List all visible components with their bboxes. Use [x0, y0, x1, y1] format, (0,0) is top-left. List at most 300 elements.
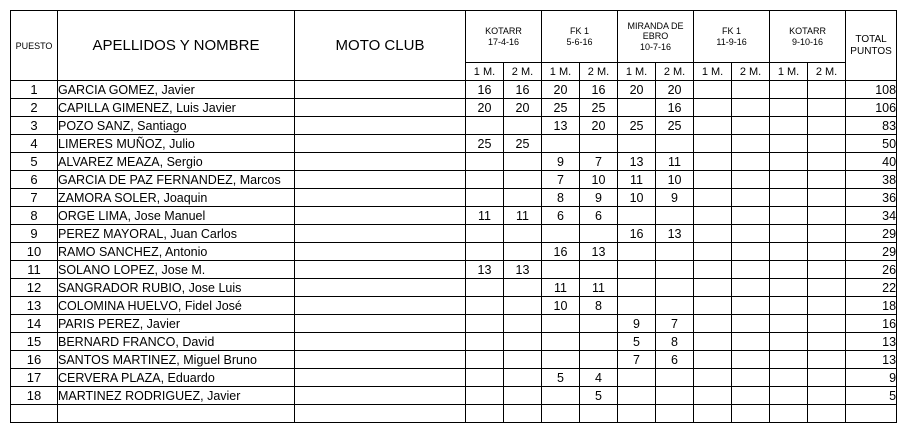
header-race-2: 2 M. [504, 63, 542, 81]
score-cell [770, 279, 808, 297]
score-cell [808, 333, 846, 351]
position-cell: 6 [11, 171, 58, 189]
score-cell [770, 117, 808, 135]
total-label-line1: TOTAL [855, 33, 887, 45]
score-cell [770, 261, 808, 279]
event-name: KOTARR [789, 26, 826, 36]
position-cell: 18 [11, 387, 58, 405]
score-cell: 20 [542, 81, 580, 99]
score-cell [732, 333, 770, 351]
total-points-cell: 16 [846, 315, 897, 333]
score-cell [504, 117, 542, 135]
moto-club-cell [295, 99, 466, 117]
score-cell: 13 [542, 117, 580, 135]
score-cell [466, 243, 504, 261]
score-cell [618, 279, 656, 297]
score-cell: 20 [656, 81, 694, 99]
score-cell [656, 297, 694, 315]
moto-club-cell [295, 333, 466, 351]
score-cell [466, 315, 504, 333]
score-cell [770, 171, 808, 189]
position-cell: 13 [11, 297, 58, 315]
rider-name-cell: COLOMINA HUELVO, Fidel José [58, 297, 295, 315]
rider-name-cell: SOLANO LOPEZ, Jose M. [58, 261, 295, 279]
score-cell [770, 189, 808, 207]
event-date: 17-4-16 [487, 36, 520, 47]
position-cell: 14 [11, 315, 58, 333]
score-cell [808, 171, 846, 189]
rider-name-cell: MARTINEZ RODRIGUEZ, Javier [58, 387, 295, 405]
score-cell: 16 [580, 81, 618, 99]
event-name: KOTARR [485, 26, 522, 36]
moto-club-cell [295, 369, 466, 387]
header-event-1 [466, 11, 542, 63]
score-cell [808, 387, 846, 405]
table-row [11, 153, 897, 171]
total-points-cell: 36 [846, 189, 897, 207]
position-cell: 15 [11, 333, 58, 351]
total-points-cell: 13 [846, 333, 897, 351]
score-cell: 16 [618, 225, 656, 243]
total-points-cell: 22 [846, 279, 897, 297]
score-cell [466, 279, 504, 297]
score-cell [504, 315, 542, 333]
event-name: MIRANDA DE EBRO [627, 20, 684, 42]
score-cell: 25 [656, 117, 694, 135]
score-cell [618, 261, 656, 279]
standings-table [10, 10, 897, 423]
position-cell: 7 [11, 189, 58, 207]
score-cell: 10 [656, 171, 694, 189]
score-cell [808, 243, 846, 261]
score-cell: 20 [504, 99, 542, 117]
score-cell [694, 153, 732, 171]
score-cell [580, 333, 618, 351]
position-cell: 12 [11, 279, 58, 297]
header-apellidos-nombre: APELLIDOS Y NOMBRE [58, 11, 295, 81]
score-cell [694, 189, 732, 207]
score-cell [770, 153, 808, 171]
score-cell [770, 207, 808, 225]
score-cell [732, 81, 770, 99]
score-cell [580, 135, 618, 153]
header-event-3 [618, 11, 694, 63]
score-cell: 8 [656, 333, 694, 351]
score-cell [732, 99, 770, 117]
score-cell [694, 279, 732, 297]
position-cell: 5 [11, 153, 58, 171]
score-cell [466, 153, 504, 171]
score-cell [542, 351, 580, 369]
score-cell [770, 135, 808, 153]
score-cell [808, 405, 846, 423]
score-cell [694, 387, 732, 405]
score-cell: 10 [542, 297, 580, 315]
score-cell [694, 99, 732, 117]
score-cell [694, 315, 732, 333]
score-cell [656, 369, 694, 387]
rider-name-cell: ORGE LIMA, Jose Manuel [58, 207, 295, 225]
score-cell [770, 315, 808, 333]
score-cell [732, 207, 770, 225]
score-cell [580, 315, 618, 333]
score-cell [770, 333, 808, 351]
rider-name-cell: GARCIA GOMEZ, Javier [58, 81, 295, 99]
score-cell: 9 [656, 189, 694, 207]
header-puesto: PUESTO [11, 11, 58, 81]
score-cell: 20 [466, 99, 504, 117]
score-cell: 11 [656, 153, 694, 171]
moto-club-cell [295, 135, 466, 153]
score-cell [542, 333, 580, 351]
score-cell [808, 351, 846, 369]
score-cell [694, 351, 732, 369]
score-cell [542, 135, 580, 153]
position-cell: 11 [11, 261, 58, 279]
score-cell [618, 243, 656, 261]
rider-name-cell [58, 405, 295, 423]
rider-name-cell: ZAMORA SOLER, Joaquin [58, 189, 295, 207]
position-cell: 17 [11, 369, 58, 387]
total-points-cell: 29 [846, 243, 897, 261]
score-cell [466, 387, 504, 405]
score-cell [504, 153, 542, 171]
score-cell: 10 [618, 189, 656, 207]
score-cell: 7 [542, 171, 580, 189]
rider-name-cell: LIMERES MUÑOZ, Julio [58, 135, 295, 153]
score-cell [466, 333, 504, 351]
header-total-puntos [846, 11, 897, 81]
moto-club-cell [295, 225, 466, 243]
score-cell [580, 405, 618, 423]
score-cell [770, 99, 808, 117]
score-cell: 16 [542, 243, 580, 261]
score-cell: 11 [618, 171, 656, 189]
score-cell [732, 117, 770, 135]
score-cell [694, 225, 732, 243]
position-cell: 2 [11, 99, 58, 117]
score-cell [808, 99, 846, 117]
total-points-cell: 29 [846, 225, 897, 243]
moto-club-cell [295, 315, 466, 333]
score-cell [732, 315, 770, 333]
score-cell: 9 [618, 315, 656, 333]
score-cell [694, 243, 732, 261]
score-cell: 25 [580, 99, 618, 117]
score-cell: 25 [504, 135, 542, 153]
event-date: 11-9-16 [716, 36, 747, 47]
score-cell: 25 [466, 135, 504, 153]
score-cell [580, 261, 618, 279]
score-cell [694, 117, 732, 135]
score-cell [618, 387, 656, 405]
score-cell: 16 [504, 81, 542, 99]
moto-club-cell [295, 117, 466, 135]
score-cell [466, 171, 504, 189]
rider-name-cell: ALVAREZ MEAZA, Sergio [58, 153, 295, 171]
header-race-1: 1 M. [770, 63, 808, 81]
total-points-cell: 26 [846, 261, 897, 279]
score-cell: 11 [542, 279, 580, 297]
score-cell [542, 387, 580, 405]
score-cell [504, 405, 542, 423]
score-cell [732, 225, 770, 243]
score-cell [770, 405, 808, 423]
score-cell: 13 [618, 153, 656, 171]
score-cell [504, 189, 542, 207]
score-cell [618, 99, 656, 117]
score-cell [504, 171, 542, 189]
header-race-2: 2 M. [732, 63, 770, 81]
score-cell [618, 207, 656, 225]
score-cell [770, 387, 808, 405]
moto-club-cell [295, 207, 466, 225]
event-name: FK 1 [722, 26, 742, 36]
score-cell [466, 369, 504, 387]
score-cell [732, 261, 770, 279]
rider-name-cell: SANGRADOR RUBIO, Jose Luis [58, 279, 295, 297]
score-cell [732, 405, 770, 423]
score-cell [732, 279, 770, 297]
total-points-cell: 83 [846, 117, 897, 135]
moto-club-cell [295, 387, 466, 405]
moto-club-cell [295, 279, 466, 297]
header-race-2: 2 M. [580, 63, 618, 81]
score-cell [466, 225, 504, 243]
table-row [11, 351, 897, 369]
table-row [11, 81, 897, 99]
rider-name-cell: PARIS PEREZ, Javier [58, 315, 295, 333]
score-cell: 5 [580, 387, 618, 405]
table-row [11, 297, 897, 315]
score-cell: 8 [542, 189, 580, 207]
score-cell [694, 207, 732, 225]
score-cell: 16 [656, 99, 694, 117]
score-cell [618, 405, 656, 423]
header-event-5 [770, 11, 846, 63]
score-cell: 5 [618, 333, 656, 351]
rider-name-cell: BERNARD FRANCO, David [58, 333, 295, 351]
moto-club-cell [295, 189, 466, 207]
score-cell: 9 [580, 189, 618, 207]
score-cell [466, 297, 504, 315]
score-cell [542, 315, 580, 333]
header-race-1: 1 M. [466, 63, 504, 81]
score-cell [770, 243, 808, 261]
table-row [11, 243, 897, 261]
score-cell: 11 [580, 279, 618, 297]
score-cell: 7 [580, 153, 618, 171]
score-cell [466, 189, 504, 207]
score-cell: 13 [580, 243, 618, 261]
score-cell [542, 225, 580, 243]
moto-club-cell [295, 153, 466, 171]
score-cell: 10 [580, 171, 618, 189]
event-date: 10-7-16 [640, 41, 672, 52]
table-row [11, 261, 897, 279]
total-points-cell: 34 [846, 207, 897, 225]
score-cell [694, 405, 732, 423]
score-cell [618, 297, 656, 315]
score-cell [504, 369, 542, 387]
total-points-cell: 106 [846, 99, 897, 117]
moto-club-cell [295, 297, 466, 315]
score-cell [732, 351, 770, 369]
score-cell [580, 351, 618, 369]
score-cell [808, 315, 846, 333]
rider-name-cell: RAMO SANCHEZ, Antonio [58, 243, 295, 261]
score-cell [694, 261, 732, 279]
position-cell: 16 [11, 351, 58, 369]
score-cell [808, 189, 846, 207]
header-moto-club: MOTO CLUB [295, 11, 466, 81]
score-cell [732, 243, 770, 261]
score-cell [770, 369, 808, 387]
total-points-cell [846, 405, 897, 423]
score-cell [466, 117, 504, 135]
position-cell [11, 405, 58, 423]
score-cell: 25 [542, 99, 580, 117]
header-race-2: 2 M. [808, 63, 846, 81]
score-cell: 7 [656, 315, 694, 333]
header-event-4 [694, 11, 770, 63]
score-cell: 8 [580, 297, 618, 315]
total-points-cell: 18 [846, 297, 897, 315]
score-cell [808, 279, 846, 297]
score-cell [732, 387, 770, 405]
score-cell [808, 153, 846, 171]
score-cell [808, 135, 846, 153]
rider-name-cell: CAPILLA GIMENEZ, Luis Javier [58, 99, 295, 117]
table-row [11, 135, 897, 153]
table-row [11, 315, 897, 333]
score-cell [542, 405, 580, 423]
event-date: 5-6-16 [566, 36, 593, 47]
score-cell [504, 387, 542, 405]
score-cell [580, 225, 618, 243]
table-row [11, 225, 897, 243]
score-cell [808, 207, 846, 225]
score-cell [656, 243, 694, 261]
score-cell: 13 [656, 225, 694, 243]
score-cell: 16 [466, 81, 504, 99]
table-row [11, 189, 897, 207]
score-cell: 7 [618, 351, 656, 369]
score-cell [466, 351, 504, 369]
score-cell [694, 369, 732, 387]
table-row [11, 387, 897, 405]
score-cell: 11 [466, 207, 504, 225]
score-cell: 4 [580, 369, 618, 387]
score-cell [694, 81, 732, 99]
rider-name-cell: SANTOS MARTINEZ, Miguel Bruno [58, 351, 295, 369]
score-cell [808, 369, 846, 387]
score-cell [808, 261, 846, 279]
total-points-cell: 9 [846, 369, 897, 387]
position-cell: 4 [11, 135, 58, 153]
table-row [11, 99, 897, 117]
score-cell [694, 171, 732, 189]
position-cell: 1 [11, 81, 58, 99]
event-date: 9-10-16 [792, 36, 824, 47]
score-cell [656, 279, 694, 297]
score-cell [808, 225, 846, 243]
score-cell [504, 225, 542, 243]
position-cell: 10 [11, 243, 58, 261]
score-cell [732, 189, 770, 207]
score-cell: 25 [618, 117, 656, 135]
total-points-cell: 5 [846, 387, 897, 405]
position-cell: 9 [11, 225, 58, 243]
score-cell [542, 261, 580, 279]
event-name: FK 1 [570, 26, 590, 36]
moto-club-cell [295, 261, 466, 279]
score-cell: 13 [504, 261, 542, 279]
score-cell [618, 135, 656, 153]
score-cell: 6 [656, 351, 694, 369]
header-race-1: 1 M. [542, 63, 580, 81]
score-cell: 13 [466, 261, 504, 279]
score-cell: 6 [542, 207, 580, 225]
score-cell: 11 [504, 207, 542, 225]
header-race-2: 2 M. [656, 63, 694, 81]
score-cell [656, 261, 694, 279]
score-cell [694, 333, 732, 351]
score-cell [504, 351, 542, 369]
moto-club-cell [295, 351, 466, 369]
score-cell [656, 387, 694, 405]
rider-name-cell: POZO SANZ, Santiago [58, 117, 295, 135]
score-cell [732, 369, 770, 387]
score-cell: 5 [542, 369, 580, 387]
score-cell: 20 [618, 81, 656, 99]
table-row [11, 279, 897, 297]
score-cell [732, 297, 770, 315]
score-cell: 20 [580, 117, 618, 135]
moto-club-cell [295, 81, 466, 99]
table-row [11, 405, 897, 423]
table-header [11, 11, 897, 81]
table-row [11, 207, 897, 225]
total-label-line2: PUNTOS [850, 45, 892, 57]
score-cell [618, 369, 656, 387]
score-cell [808, 117, 846, 135]
score-cell [504, 297, 542, 315]
score-cell [504, 279, 542, 297]
moto-club-cell [295, 243, 466, 261]
score-cell [770, 81, 808, 99]
moto-club-cell [295, 171, 466, 189]
score-cell [808, 81, 846, 99]
score-cell [694, 297, 732, 315]
score-cell: 6 [580, 207, 618, 225]
rider-name-cell: CERVERA PLAZA, Eduardo [58, 369, 295, 387]
total-points-cell: 40 [846, 153, 897, 171]
table-row [11, 369, 897, 387]
score-cell [770, 225, 808, 243]
rider-name-cell: PEREZ MAYORAL, Juan Carlos [58, 225, 295, 243]
position-cell: 3 [11, 117, 58, 135]
total-points-cell: 38 [846, 171, 897, 189]
header-race-1: 1 M. [694, 63, 732, 81]
total-points-cell: 108 [846, 81, 897, 99]
score-cell [656, 405, 694, 423]
header-race-1: 1 M. [618, 63, 656, 81]
score-cell [504, 333, 542, 351]
score-cell [770, 297, 808, 315]
header-event-2 [542, 11, 618, 63]
score-cell: 9 [542, 153, 580, 171]
